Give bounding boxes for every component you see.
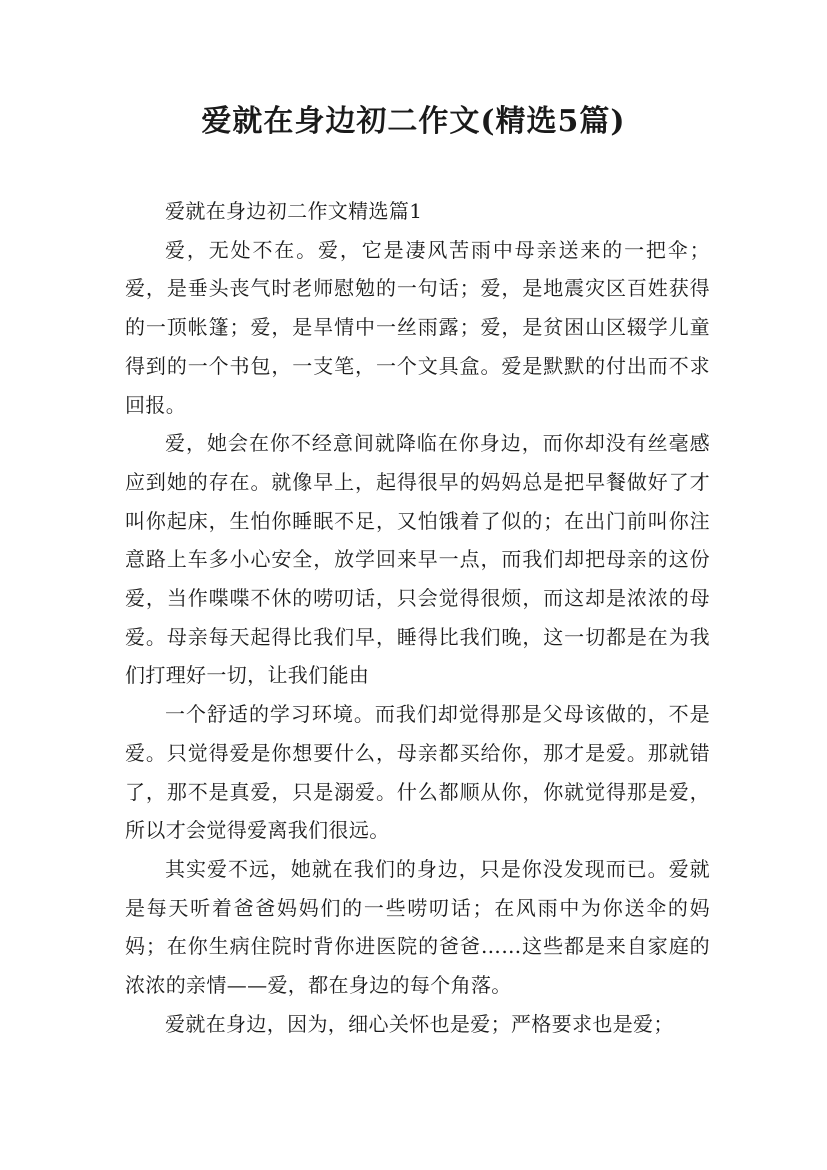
paragraph-1: 爱，无处不在。爱，它是凄风苦雨中母亲送来的一把伞；爱，是垂头丧气时老师慰勉的一句话；爱，是地震灾区百姓获得的一顶帐篷；爱，是旱情中一丝雨露；爱，是贫困山区辍学儿童得到的一个书包，一支笔，一个文具盒。爱是默默的付出而不求回报。 — [125, 237, 710, 417]
paragraph-5: 爱就在身边，因为，细心关怀也是爱；严格要求也是爱； — [165, 1011, 674, 1036]
paragraph-3: 一个舒适的学习环境。而我们却觉得那是父母该做的，不是爱。只觉得爱是你想要什么，母亲都买给你，那才是爱。那就错了，那不是真爱，只是溺爱。什么都顺从你，你就觉得那是爱，所以才会觉得爱离我们很远。 — [125, 702, 710, 843]
document-body — [125, 192, 710, 1043]
paragraph-4: 其实爱不远，她就在我们的身边，只是你没发现而已。爱就是每天听着爸爸妈妈们的一些唠叨话；在风雨中为你送伞的妈妈；在你生病住院时背你进医院的爸爸……这些都是来自家庭的浓浓的亲情——爱，都在身边的每个角落。 — [125, 856, 710, 998]
section-subheading: 爱就在身边初二作文精选篇1 — [165, 199, 423, 223]
document-title: 爱就在身边初二作文(精选5篇) — [201, 104, 626, 139]
paragraph-2: 爱，她会在你不经意间就降临在你身边，而你却没有丝毫感应到她的存在。就像早上，起得很早的妈妈总是把早餐做好了才叫你起床，生怕你睡眠不足，又怕饿着了似的；在出门前叫你注意路上车多小心安全，放学回来早一点，而我们却把母亲的这份爱，当作喋喋不休的唠叨话，只会觉得很烦，而这却是浓浓的母爱。母亲每天起得比我们早，睡得比我们晚，这一切都是在为我们打理好一切，让我们能由 — [125, 431, 710, 688]
